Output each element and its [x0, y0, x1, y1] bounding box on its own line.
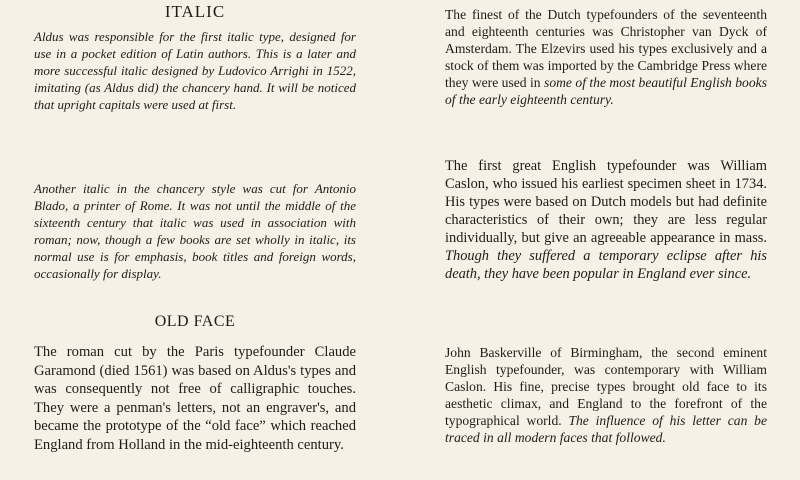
dutch-italic-text: some of the most beautiful English books of the early eighteenth century.: [445, 75, 767, 107]
dutch-paragraph: [445, 6, 767, 108]
baskerville-roman-text: John Baskerville of Birmingham, the second eminent English typefounder, was contemporary with William Caslon. His fine, precise types brought old face to its aesthetic climax, and England to the forefront of the typographical world.: [445, 345, 767, 428]
italic-heading: ITALIC: [164, 2, 226, 21]
dutch-roman-text: The finest of the Dutch typefounders of the seventeenth and eighteenth centuries was Christopher van Dyck of Amsterdam. The Elzevirs used his types exclusively and a stock of them was imported by the Cambridge Press where they were used in: [445, 7, 767, 90]
baskerville-italic-text: The influence of his letter can be traced in all modern faces that followed.: [445, 413, 767, 445]
old-face-heading: OLD FACE: [154, 313, 236, 330]
caslon-italic-text: Though they suffered a temporary eclipse after his death, they have been popular in England ever since.: [445, 248, 767, 282]
baskerville-paragraph: [445, 344, 767, 446]
blado-paragraph: Another italic in the chancery style was cut for Antonio Blado, a printer of Rome. It was not until the middle of the sixteenth century that italic was used in association with roman; now, though a few books are set wholly in italic, its normal use is for emphasis, book titles and foreign words, occasionally for display.: [34, 181, 356, 281]
caslon-roman-text: The first great English typefounder was William Caslon, who issued his earliest specimen sheet in 1734. His types were based on Dutch models but had definite characteristics of their own; they are less regular individually, but give an agreeable appearance in mass.: [445, 158, 767, 246]
garamond-paragraph: The roman cut by the Paris typefounder Claude Garamond (died 1561) was based on Aldus's types and was consequently not free of calligraphic touches. They were a penman's letters, not an engraver's, and became the prototype of the “old face” which reached England from Holland in the mid-eighteenth century.: [34, 344, 356, 453]
caslon-paragraph: [445, 157, 767, 283]
aldus-paragraph: Aldus was responsible for the first italic type, designed for use in a pocket edition of Latin authors. This is a later and more successful italic designed by Ludovico Arrighi in 1522, imitating (as Aldus did) the chancery hand. It will be noticed that upright capitals were used at first.: [34, 29, 356, 112]
